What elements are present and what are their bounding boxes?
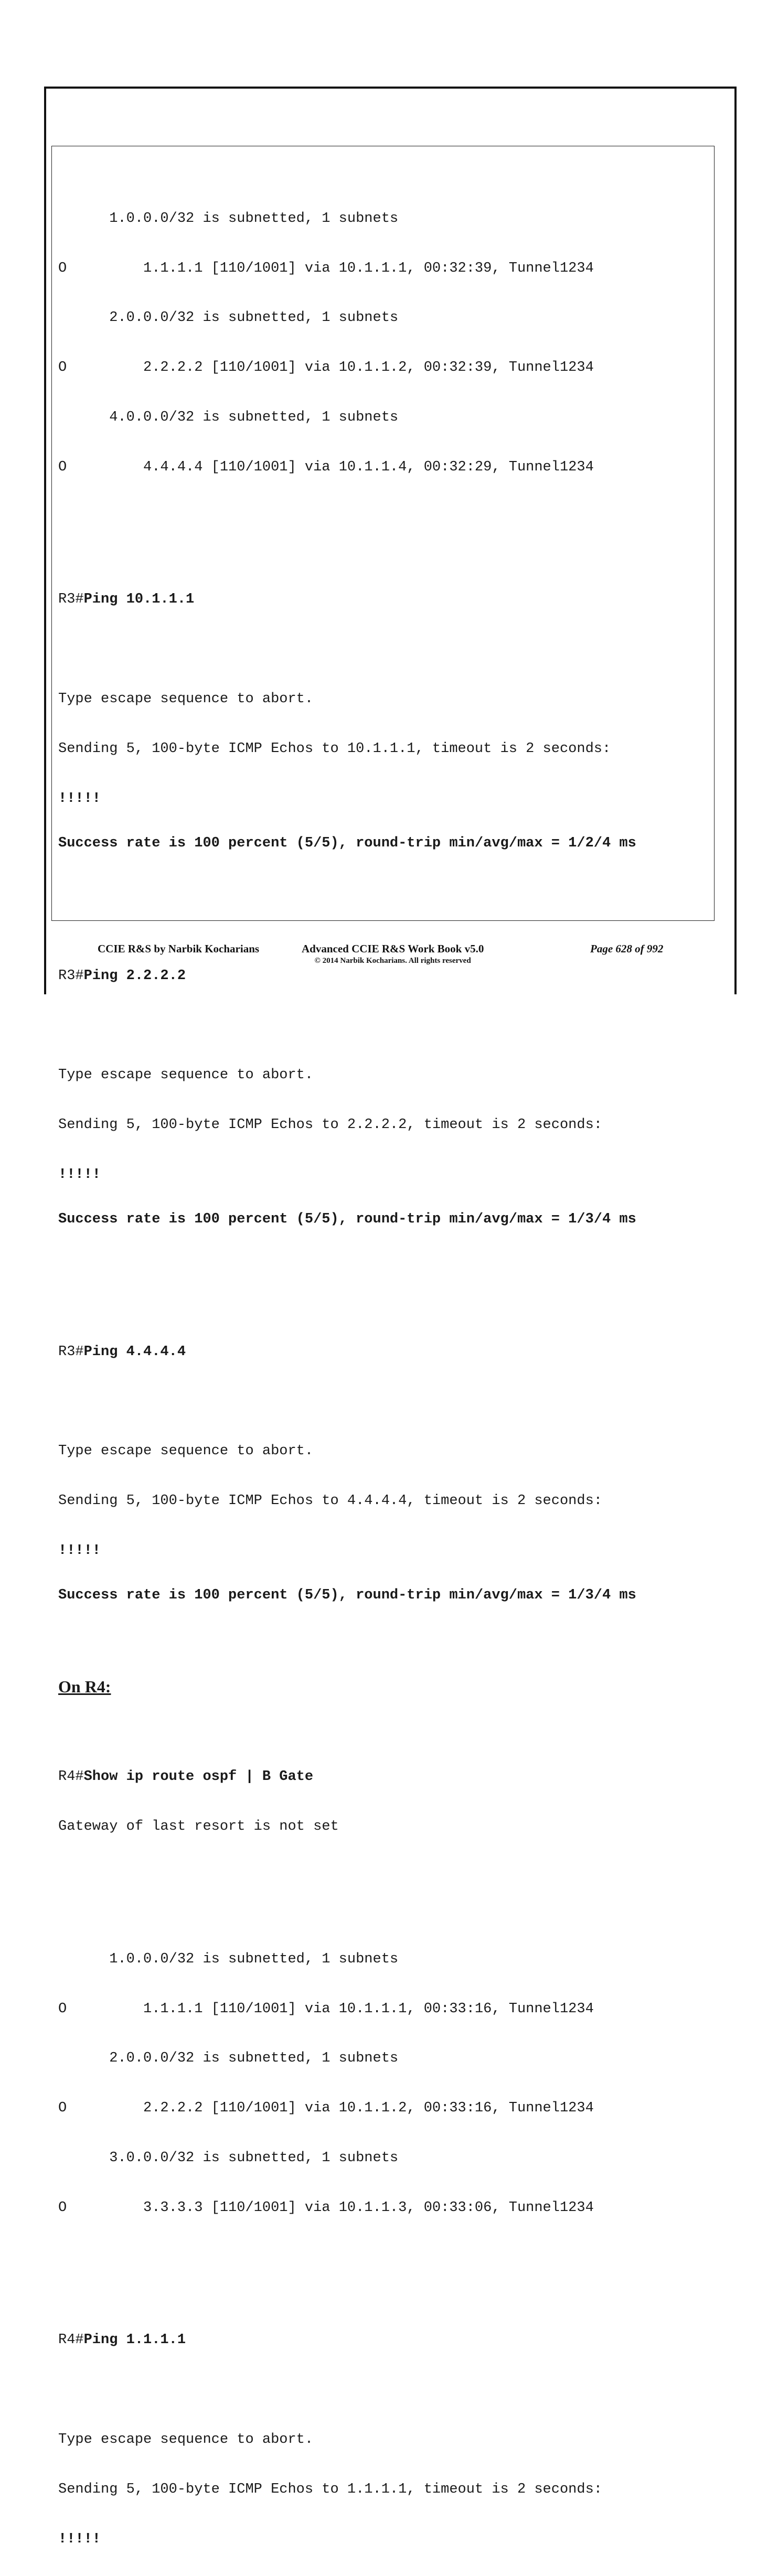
ping-bangs: !!!!!: [58, 2531, 101, 2547]
route-line: 2.0.0.0/32 is subnetted, 1 subnets: [58, 310, 399, 326]
escape-line: Type escape sequence to abort.: [58, 691, 314, 707]
route-line: O 1.1.1.1 [110/1001] via 10.1.1.1, 00:33:16, Tunnel1234: [58, 2001, 594, 2017]
escape-line: Type escape sequence to abort.: [58, 2431, 314, 2448]
route-line: O 4.4.4.4 [110/1001] via 10.1.1.4, 00:32:29, Tunnel1234: [58, 459, 594, 475]
command-line: R4#Show ip route ospf | B Gate: [58, 1769, 314, 1785]
sending-line: Sending 5, 100-byte ICMP Echos to 2.2.2.2, timeout is 2 seconds:: [58, 1117, 602, 1133]
ping-bangs: !!!!!: [58, 1166, 101, 1183]
sending-line: Sending 5, 100-byte ICMP Echos to 4.4.4.4, timeout is 2 seconds:: [58, 1493, 602, 1509]
success-line: Success rate is 100 percent (5/5), round-trip min/avg/max = 1/2/4 ms: [58, 835, 636, 851]
footer-book-title: Advanced CCIE R&S Work Book v5.0: [302, 942, 484, 955]
footer-title: [302, 942, 484, 965]
success-line: Success rate is 100 percent (5/5), round-trip min/avg/max = 1/3/4 ms: [58, 1587, 636, 1603]
route-line: 1.0.0.0/32 is subnetted, 1 subnets: [58, 1951, 399, 1967]
ping-bangs: !!!!!: [58, 1542, 101, 1559]
page-footer: [0, 942, 778, 974]
footer-author: CCIE R&S by Narbik Kocharians: [98, 942, 260, 955]
route-line: 4.0.0.0/32 is subnetted, 1 subnets: [58, 409, 399, 425]
sending-line: Sending 5, 100-byte ICMP Echos to 1.1.1.1, timeout is 2 seconds:: [58, 2481, 602, 2497]
escape-line: Type escape sequence to abort.: [58, 1443, 314, 1459]
command-line: R3#Ping 10.1.1.1: [58, 592, 195, 608]
route-line: O 1.1.1.1 [110/1001] via 10.1.1.1, 00:32:39, Tunnel1234: [58, 260, 594, 276]
route-line: O 3.3.3.3 [110/1001] via 10.1.1.3, 00:33:06, Tunnel1234: [58, 2199, 594, 2216]
success-line: Success rate is 100 percent (5/5), round-trip min/avg/max = 1/3/4 ms: [58, 1211, 636, 1227]
gateway-line: Gateway of last resort is not set: [58, 1819, 339, 1834]
route-line: 2.0.0.0/32 is subnetted, 1 subnets: [58, 2051, 399, 2067]
section-heading: On R4:: [58, 1677, 111, 1696]
footer-copyright: © 2014 Narbik Kocharians. All rights reserved: [314, 957, 471, 965]
command-line: R4#Ping 1.1.1.1: [58, 2332, 186, 2348]
footer-page-number: Page 628 of 992: [590, 942, 664, 955]
route-line: O 2.2.2.2 [110/1001] via 10.1.1.2, 00:32:39, Tunnel1234: [58, 360, 594, 376]
sending-line: Sending 5, 100-byte ICMP Echos to 10.1.1.1, timeout is 2 seconds:: [58, 740, 611, 757]
ping-bangs: !!!!!: [58, 790, 101, 807]
route-line: 3.0.0.0/32 is subnetted, 1 subnets: [58, 2150, 399, 2166]
cli-output: [58, 161, 714, 2576]
command-line: R3#Ping 2.2.2.2: [58, 968, 186, 984]
command-line: R3#Ping 4.4.4.4: [58, 1344, 186, 1360]
route-line: 1.0.0.0/32 is subnetted, 1 subnets: [58, 210, 399, 227]
escape-line: Type escape sequence to abort.: [58, 1067, 314, 1083]
route-line: O 2.2.2.2 [110/1001] via 10.1.1.2, 00:33:16, Tunnel1234: [58, 2100, 594, 2117]
